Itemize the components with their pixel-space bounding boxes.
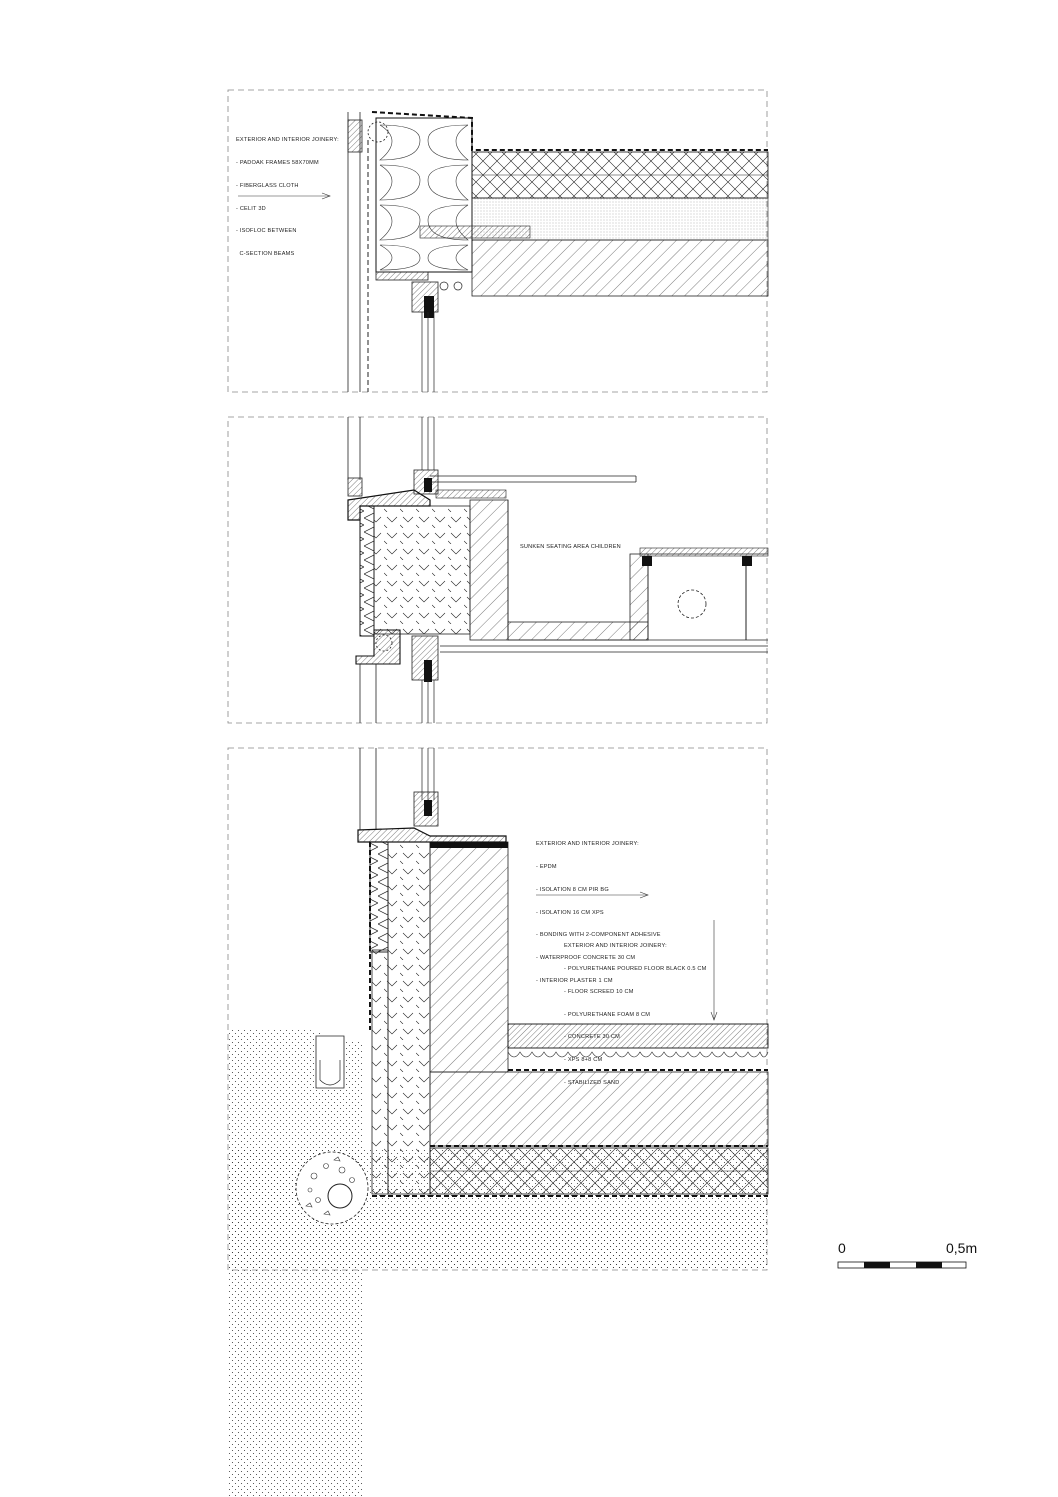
note-item: - CONCRETE 30 CM [564,1034,621,1041]
note-item: - BONDING WITH 2-COMPONENT ADHESIVE [536,932,661,939]
note-item: - FLOOR SCREED 10 CM [564,988,634,995]
scale-start-label: 0 [838,1240,846,1256]
note-item: - ISOLATION 16 CM XPS [536,909,604,916]
note-floor-joinery [564,928,706,1095]
scale-bar [838,1262,966,1268]
note-item: - CELIT 3D [236,205,266,212]
note-item: - STABILIZED SAND [564,1079,620,1086]
note-title: EXTERIOR AND INTERIOR JOINERY: [536,841,639,848]
note-item: - XPS 8+8 CM [564,1057,603,1064]
note-top-joinery [236,122,339,266]
note-item: - INTERIOR PLASTER 1 CM [536,977,613,984]
note-item: - POLYURETHANE FOAM 8 CM [564,1011,651,1018]
note-title: EXTERIOR AND INTERIOR JOINERY: [236,137,339,144]
note-item: - EPDM [536,863,557,870]
panel-sunken-seating-detail [228,417,768,723]
panel-foundation-detail [228,748,768,1497]
note-item: - WATERPROOF CONCRETE 30 CM [536,955,636,962]
note-item: C-SECTION BEAMS [236,251,295,258]
note-item: - ISOFLOC BETWEEN [236,228,297,235]
note-item: - FIBERGLASS CLOTH [236,182,299,189]
note-item: - ISOLATION 8 CM PIR BG [536,886,609,893]
note-item: - PADOAK FRAMES 58X70MM [236,159,319,166]
scale-end-label: 0,5m [946,1240,978,1256]
sunken-area-label: SUNKEN SEATING AREA CHILDREN [520,544,621,550]
note-title: EXTERIOR AND INTERIOR JOINERY: [564,943,667,950]
note-item: - POLYURETHANE POURED FLOOR BLACK 0.5 CM [564,965,707,972]
